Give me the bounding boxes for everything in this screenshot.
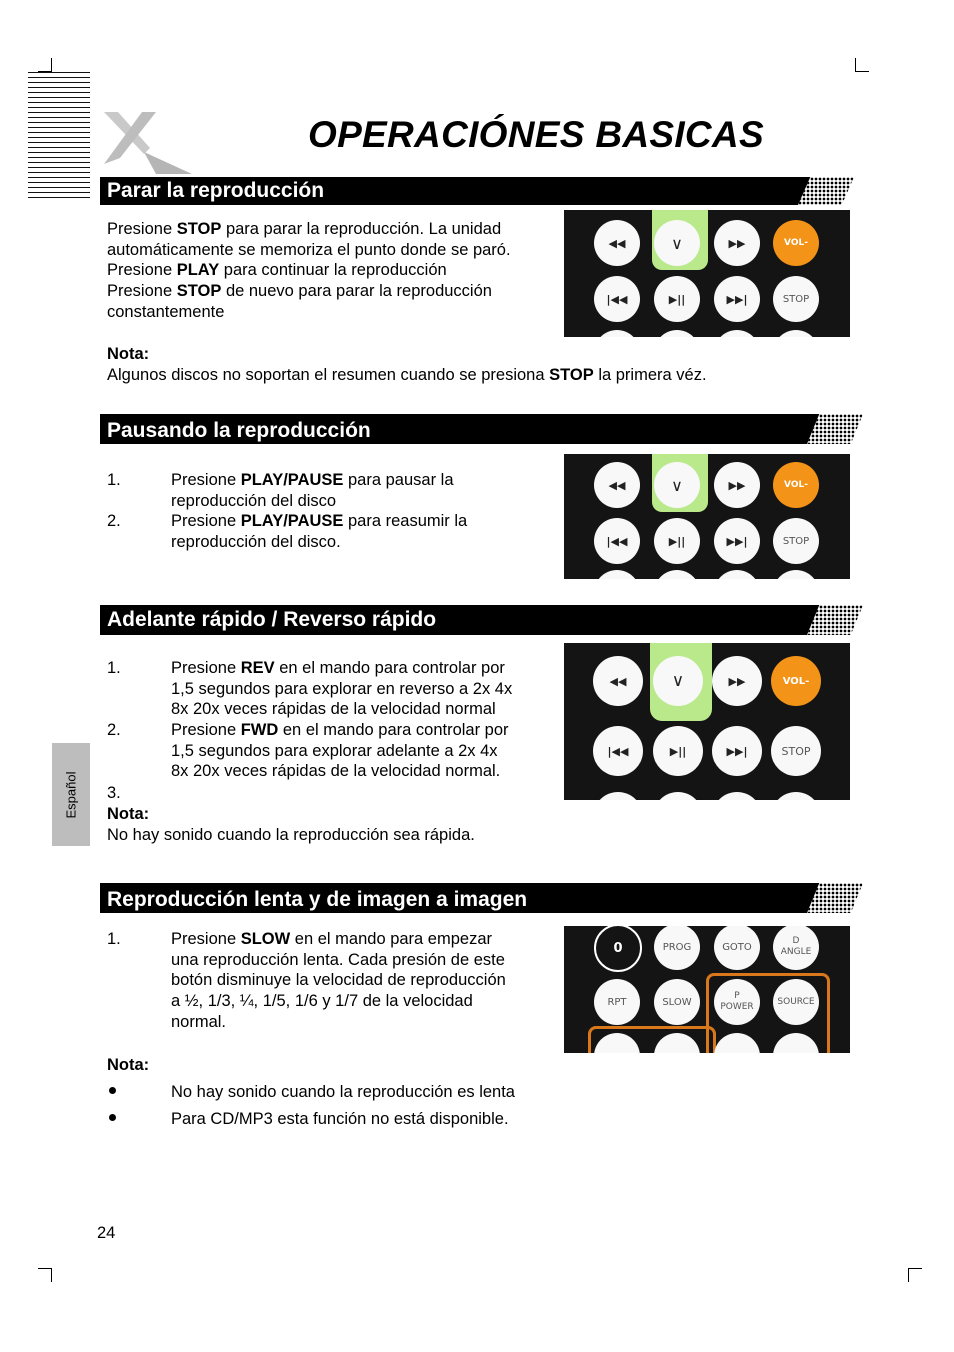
remote-image-slow bbox=[564, 926, 850, 1053]
list-number: 1. bbox=[107, 659, 121, 677]
vol-minus-icon: VOL- bbox=[771, 656, 821, 706]
prev-icon: |◀◀ bbox=[594, 276, 640, 322]
stop-icon: STOP bbox=[773, 276, 819, 322]
prev-icon: |◀◀ bbox=[593, 726, 643, 776]
partial-button bbox=[771, 792, 821, 800]
list-item: Presione REV en el mando para controlar por 1,5 segundos para explorar en reverso a 2x 4x 8x 20x veces rápidas de la velocidad normal bbox=[171, 659, 513, 719]
prev-icon: |◀◀ bbox=[594, 518, 640, 564]
partial-button bbox=[714, 330, 760, 337]
play-pause-icon: ▶|| bbox=[654, 518, 700, 564]
partial-button bbox=[773, 330, 819, 337]
down-icon: ∨ bbox=[654, 220, 700, 266]
zero-icon: 0 bbox=[594, 926, 642, 972]
play-pause-icon: ▶|| bbox=[653, 726, 703, 776]
partial-button bbox=[593, 792, 643, 800]
vol-minus-icon: VOL- bbox=[773, 220, 819, 266]
partial-button bbox=[653, 792, 703, 800]
rev-icon: ◀◀ bbox=[594, 220, 640, 266]
angle-icon: D ANGLE bbox=[773, 926, 819, 970]
section-heading-text: Pausando la reproducción bbox=[107, 419, 371, 442]
list-number: 2. bbox=[107, 512, 121, 530]
list-item: Presione FWD en el mando para controlar por 1,5 segundos para explorar adelante a 2x 4x 8x 20x veces rápidas de la velocidad normal. bbox=[171, 721, 509, 781]
section-heading-fast bbox=[100, 605, 839, 635]
rev-icon: ◀◀ bbox=[593, 656, 643, 706]
vol-minus-icon: VOL- bbox=[773, 462, 819, 508]
bullet-icon bbox=[109, 1087, 116, 1094]
language-tab-label: Español bbox=[63, 771, 79, 818]
list-item: Presione SLOW en el mando para empezar una reproducción lenta. Cada presión de este botón disminuye la velocidad de reproducción a ½, 1/3, ¼, 1/5, 1/6 y 1/7 de la velocidad normal. bbox=[171, 930, 506, 1031]
remote-image-pause bbox=[564, 454, 850, 579]
brand-logo-icon bbox=[96, 108, 196, 178]
list-number: 1. bbox=[107, 930, 121, 948]
list-number: 1. bbox=[107, 471, 121, 489]
page-title: OPERACIÓNES BASICAS bbox=[308, 114, 764, 155]
partial-button bbox=[714, 570, 760, 579]
fwd-icon: ▶▶ bbox=[714, 220, 760, 266]
text-line: Presione PLAY para continuar la reproducción bbox=[107, 261, 447, 280]
down-icon: ∨ bbox=[654, 462, 700, 508]
list-number: 2. bbox=[107, 721, 121, 739]
page-number: 24 bbox=[97, 1224, 116, 1242]
section-heading-stop bbox=[100, 177, 830, 205]
bullet-item: No hay sonido cuando la reproducción es lenta bbox=[171, 1083, 515, 1101]
heading-dot-pattern bbox=[807, 414, 863, 444]
rpt-icon: RPT bbox=[594, 979, 640, 1025]
section-heading-text: Reproducción lenta y de imagen a imagen bbox=[107, 888, 528, 911]
list-item: Presione PLAY/PAUSE para reasumir la reproducción del disco. bbox=[171, 512, 468, 551]
heading-dot-pattern bbox=[807, 605, 863, 635]
stop-description bbox=[107, 219, 551, 323]
section-heading-text: Parar la reproducción bbox=[107, 179, 325, 202]
slow-note-label: Nota: bbox=[107, 1056, 150, 1074]
partial-button bbox=[712, 792, 762, 800]
down-icon: ∨ bbox=[653, 656, 703, 706]
list-number: 3. bbox=[107, 784, 121, 802]
prog-icon: PROG bbox=[654, 926, 700, 970]
play-pause-icon: ▶|| bbox=[654, 276, 700, 322]
language-tab bbox=[52, 743, 90, 846]
next-icon: ▶▶| bbox=[714, 518, 760, 564]
list-item: Presione PLAY/PAUSE para pausar la reproducción del disco bbox=[171, 471, 454, 510]
text-line: automáticamente se memoriza el punto donde se paró. bbox=[107, 240, 511, 259]
bullet-icon bbox=[109, 1114, 116, 1121]
remote-image-stop bbox=[564, 210, 850, 337]
text-line: Presione STOP para parar la reproducción. La unidad bbox=[107, 220, 502, 238]
remote-image-fast bbox=[564, 643, 850, 800]
section-heading-slow bbox=[100, 883, 839, 913]
partial-button bbox=[594, 330, 640, 337]
bullet-item: Para CD/MP3 esta función no está disponible. bbox=[171, 1110, 509, 1128]
crop-mark-bottom-left bbox=[38, 1268, 52, 1282]
slow-icon: SLOW bbox=[654, 979, 700, 1025]
fwd-icon: ▶▶ bbox=[712, 656, 762, 706]
text-line: Presione STOP de nuevo para parar la reproducción bbox=[107, 282, 492, 301]
heading-dot-pattern bbox=[798, 177, 854, 205]
crop-mark-top-left bbox=[38, 58, 52, 72]
crop-mark-top-right bbox=[855, 58, 869, 72]
next-icon: ▶▶| bbox=[712, 726, 762, 776]
partial-button bbox=[594, 570, 640, 579]
partial-button bbox=[773, 570, 819, 579]
fast-note-label: Nota: bbox=[107, 805, 150, 823]
fwd-icon: ▶▶ bbox=[714, 462, 760, 508]
source-icon: SOURCE bbox=[773, 979, 819, 1025]
section-heading-text: Adelante rápido / Reverso rápido bbox=[107, 608, 437, 631]
next-icon: ▶▶| bbox=[714, 276, 760, 322]
section-heading-pause bbox=[100, 414, 839, 444]
goto-icon: GOTO bbox=[714, 926, 760, 970]
fast-note: No hay sonido cuando la reproducción sea rápida. bbox=[107, 826, 475, 844]
text-line: constantemente bbox=[107, 302, 225, 321]
header-stripes bbox=[28, 72, 90, 198]
heading-dot-pattern bbox=[807, 883, 863, 913]
rev-icon: ◀◀ bbox=[594, 462, 640, 508]
partial-button bbox=[654, 330, 700, 337]
crop-mark-bottom-right bbox=[908, 1268, 922, 1282]
stop-note: Algunos discos no soportan el resumen cuando se presiona STOP la primera véz. bbox=[107, 366, 707, 384]
stop-note-label: Nota: bbox=[107, 345, 150, 363]
stop-icon: STOP bbox=[773, 518, 819, 564]
stop-icon: STOP bbox=[771, 726, 821, 776]
partial-button bbox=[654, 570, 700, 579]
power-icon: P POWER bbox=[714, 979, 760, 1025]
